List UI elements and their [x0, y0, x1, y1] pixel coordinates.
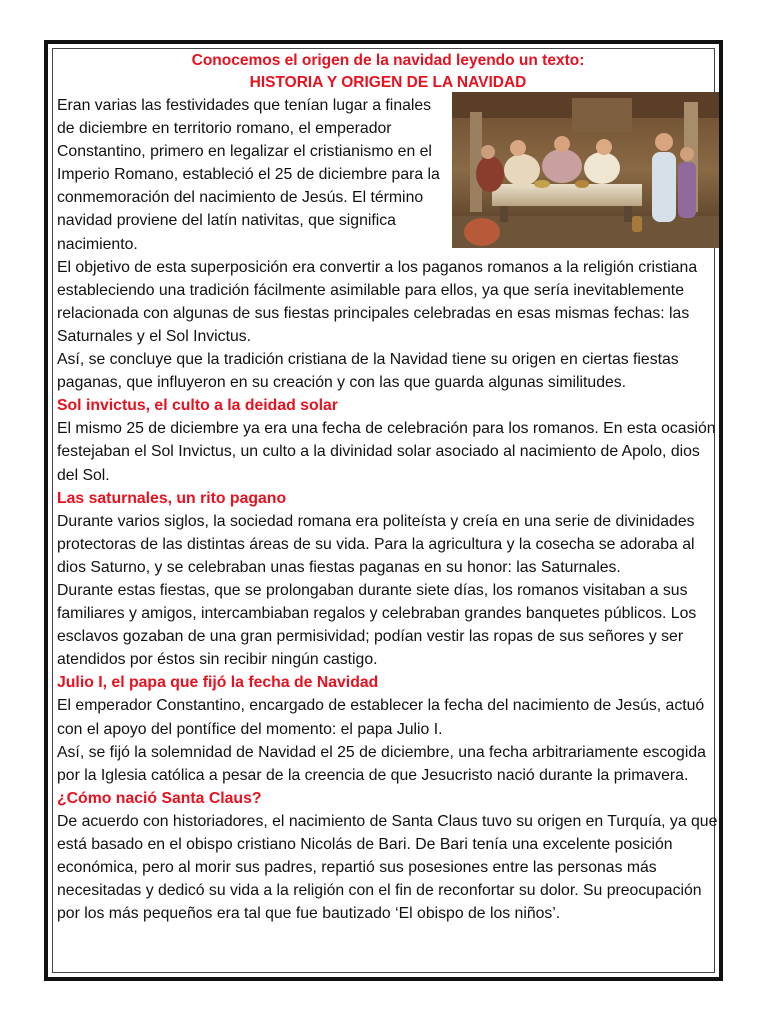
roman-banquet-image — [452, 92, 719, 248]
julio-i-paragraph-1: El emperador Constantino, encargado de establecer la fecha del nacimiento de Jesús, actuó con el apoyo del pontífice del momento: el papa Julio I. — [57, 697, 705, 738]
saturnales-paragraph-1: Durante varios siglos, la sociedad romana era politeísta y creía en una serie de divinidades protectoras de las distintas áreas de su vida. Para la agricultura y la cosecha se adoraba al dios Saturno, y se celebraban unas fiestas paganas en su honor: las Saturnales. — [57, 512, 695, 576]
santa-claus-paragraph-1: De acuerdo con historiadores, el nacimiento de Santa Claus tuvo su origen en Turquía, ya que está basado en el obispo cristiano Nicolás de Bari. De Bari tenía una excelente posición económica, pero al morir sus padres, repartió sus posesiones entre las personas más necesitadas y dedicó su vida a la religión con el fin de reconfortar su dolor. Su preocupación por los más pequeños era tal que fue bautizado ‘El obispo de los niños’. — [57, 812, 718, 923]
intro-paragraph-2: El objetivo de esta superposición era convertir a los paganos romanos a la religión cristiana estableciendo una tradición fácilmente asimilable para ellos, ya que sería inevitablemente relacionada con algunas de sus fiestas principales celebradas en esas mismas fechas: las Saturnales y el Sol Invictus. — [57, 258, 698, 345]
intro-paragraph-3: Así, se concluye que la tradición cristiana de la Navidad tiene su origen en ciertas fiestas paganas, que influyeron en su creación y con las que guarda algunas similitudes. — [57, 351, 679, 392]
julio-i-paragraph-2: Así, se fijó la solemnidad de Navidad el 25 de diciembre, una fecha arbitrariamente escogida por la Iglesia católica a pesar de la creencia de que Jesucristo nació durante la primavera. — [57, 743, 706, 784]
saturnales-paragraph-2: Durante estas fiestas, que se prolongaban durante siete días, los romanos visitaban a sus familiares y amigos, intercambiaban regalos y celebraban grandes banquetes públicos. Los esclavos gozaban de una gran permisividad; podían vestir las ropas de sus señores y ser atendidos por éstos sin recibir ningún castigo. — [57, 581, 697, 669]
section-heading-saturnales: Las saturnales, un rito pagano — [57, 489, 287, 507]
section-heading-julio-i: Julio I, el papa que fijó la fecha de Navidad — [57, 674, 379, 692]
roman-banquet-painting — [452, 92, 719, 248]
section-heading-santa-claus: ¿Cómo nació Santa Claus? — [57, 789, 262, 807]
sol-invictus-paragraph-1: El mismo 25 de diciembre ya era una fecha de celebración para los romanos. En esta ocasión festejaban el Sol Invictus, un culto a la divinidad solar asociado al nacimiento de Apolo, dios del Sol. — [57, 420, 716, 484]
document-content — [57, 50, 719, 925]
section-heading-sol-invictus: Sol invictus, el culto a la deidad solar — [57, 397, 338, 415]
document-title-line2: HISTORIA Y ORIGEN DE LA NAVIDAD — [249, 74, 527, 91]
document-title-line1: Conocemos el origen de la navidad leyendo un texto: — [191, 52, 585, 69]
intro-paragraph-1: Eran varias las festividades que tenían lugar a finales de diciembre en territorio romano, el emperador Constantino, primero en legalizar el cristianismo en el Imperio Romano, estableció el 25 de diciembre para la conmemoración del nacimiento de Jesús. El término navidad proviene del latín nativitas, que significa nacimiento. — [57, 97, 440, 253]
